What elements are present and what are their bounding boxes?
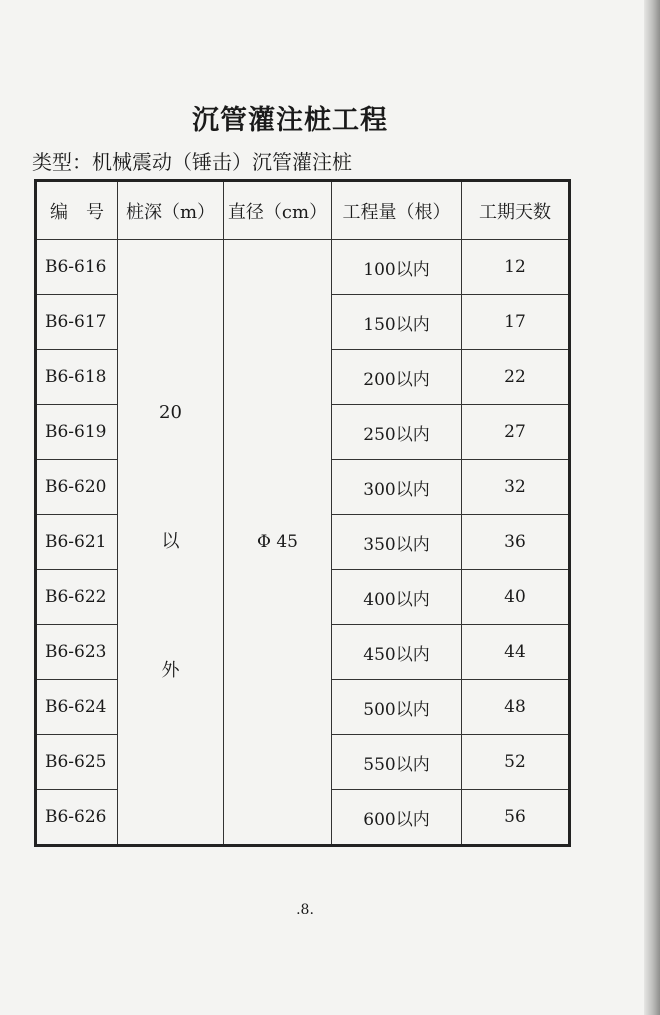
- row-quantity: 450以内: [332, 625, 462, 680]
- row-days: 56: [462, 790, 570, 846]
- row-days: 27: [462, 405, 570, 460]
- row-quantity: 300以内: [332, 460, 462, 515]
- row-code: B6-622: [36, 570, 118, 625]
- depth-qualifier-2: 外: [161, 660, 180, 681]
- header-diameter: 直径（cm）: [224, 181, 332, 240]
- row-quantity: 550以内: [332, 735, 462, 790]
- page-number: .8.: [296, 902, 314, 918]
- page-title: 沉管灌注桩工程: [192, 105, 388, 136]
- row-days: 17: [462, 295, 570, 350]
- row-code: B6-619: [36, 405, 118, 460]
- row-quantity: 350以内: [332, 515, 462, 570]
- row-days: 40: [462, 570, 570, 625]
- row-days: 48: [462, 680, 570, 735]
- depth-value: 20: [159, 402, 182, 423]
- header-depth: 桩深（m）: [118, 181, 224, 240]
- row-days: 32: [462, 460, 570, 515]
- row-days: 52: [462, 735, 570, 790]
- row-code: B6-623: [36, 625, 118, 680]
- row-code: B6-616: [36, 240, 118, 295]
- pile-depth-cell: [118, 240, 224, 846]
- page-edge-shadow: [644, 0, 660, 1015]
- row-quantity: 150以内: [332, 295, 462, 350]
- row-quantity: 500以内: [332, 680, 462, 735]
- table-header-row: [36, 181, 570, 240]
- row-quantity: 100以内: [332, 240, 462, 295]
- row-code: B6-625: [36, 735, 118, 790]
- row-quantity: 200以内: [332, 350, 462, 405]
- header-days: 工期天数: [462, 181, 570, 240]
- construction-period-table: [34, 179, 571, 847]
- row-code: B6-621: [36, 515, 118, 570]
- row-days: 44: [462, 625, 570, 680]
- row-quantity: 600以内: [332, 790, 462, 846]
- row-code: B6-620: [36, 460, 118, 515]
- row-quantity: 250以内: [332, 405, 462, 460]
- row-days: 12: [462, 240, 570, 295]
- row-code: B6-626: [36, 790, 118, 846]
- row-days: 36: [462, 515, 570, 570]
- header-code: 编 号: [36, 181, 118, 240]
- diameter-cell: Φ 45: [224, 240, 332, 846]
- type-subtitle: 类型：机械震动（锤击）沉管灌注桩: [32, 150, 352, 174]
- table-row: [36, 240, 570, 295]
- depth-qualifier-1: 以: [161, 530, 180, 552]
- row-code: B6-617: [36, 295, 118, 350]
- row-code: B6-618: [36, 350, 118, 405]
- row-code: B6-624: [36, 680, 118, 735]
- header-quantity: 工程量（根）: [332, 181, 462, 240]
- row-days: 22: [462, 350, 570, 405]
- row-quantity: 400以内: [332, 570, 462, 625]
